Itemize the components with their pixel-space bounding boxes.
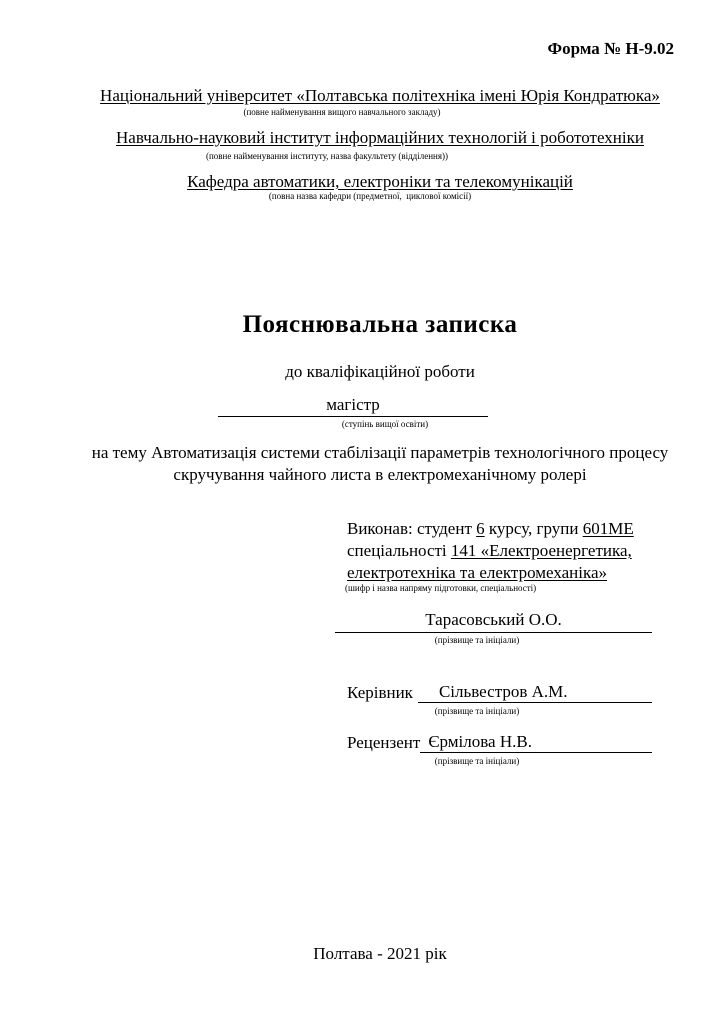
city-year-footer: Полтава - 2021 рік bbox=[313, 944, 447, 963]
executor-block bbox=[347, 518, 655, 584]
degree-caption: (ступінь вищої освіти) bbox=[341, 419, 429, 429]
executor-line1-mid: курсу, групи bbox=[484, 519, 583, 538]
institute-name: Навчально-науковий інститут інформаційних технологій і робототехніки bbox=[116, 128, 644, 147]
reviewer-name-caption: (прізвище та ініціали) bbox=[434, 756, 520, 766]
specialty-code-caption: (шифр і назва напряму підготовки, спеціальності) bbox=[345, 583, 537, 593]
document-title: Пояснювальна записка bbox=[242, 311, 518, 338]
executor-line2-prefix: спеціальності bbox=[347, 541, 451, 560]
supervisor-label: Керівник bbox=[347, 683, 413, 702]
executor-line1-prefix: Виконав: студент bbox=[347, 519, 477, 538]
document-subtitle: до кваліфікаційної роботи bbox=[285, 362, 475, 381]
executor-signature-line bbox=[335, 610, 652, 633]
institute-caption: (повне найменування інституту, назва факультету (відділення)) bbox=[205, 151, 448, 161]
reviewer-signature-line bbox=[420, 732, 652, 753]
university-caption: (повне найменування вищого навчального закладу) bbox=[243, 107, 441, 117]
executor-line-3 bbox=[347, 562, 655, 584]
university-name: Національний університет «Полтавська політехніка імені Юрія Кондратюка» bbox=[100, 86, 660, 105]
executor-specialty-part1: 141 «Електроенергетика, bbox=[450, 541, 632, 560]
executor-line-2 bbox=[347, 540, 655, 562]
topic-line-1: на тему Автоматизація системи стабілізації параметрів технологічного процесу bbox=[91, 443, 669, 462]
executor-course: 6 bbox=[476, 519, 485, 538]
executor-name: Тарасовський О.О. bbox=[425, 610, 562, 629]
degree-value: магістр bbox=[326, 395, 380, 414]
supervisor-signature-line bbox=[418, 682, 652, 703]
supervisor-name: Сільвестров А.М. bbox=[438, 682, 568, 701]
reviewer-name: Єрмілова Н.В. bbox=[428, 732, 532, 751]
executor-specialty-part2: електротехніка та електромеханіка» bbox=[347, 563, 608, 582]
executor-name-caption: (прізвище та ініціали) bbox=[434, 635, 520, 645]
executor-group: 601МЕ bbox=[582, 519, 634, 538]
form-number-label: Форма № Н-9.02 bbox=[547, 39, 674, 58]
degree-signature-line bbox=[218, 395, 488, 417]
supervisor-name-caption: (прізвище та ініціали) bbox=[434, 706, 520, 716]
reviewer-row bbox=[347, 731, 652, 753]
reviewer-label: Рецензент bbox=[347, 733, 421, 752]
supervisor-row bbox=[347, 681, 652, 703]
executor-line-1 bbox=[347, 518, 655, 540]
topic-line-2: скручування чайного листа в електромеханічному ролері bbox=[173, 465, 587, 484]
department-caption: (повна назва кафедри (предметної, циклової комісії) bbox=[268, 191, 472, 201]
department-name: Кафедра автоматики, електроніки та телекомунікацій bbox=[187, 172, 573, 191]
